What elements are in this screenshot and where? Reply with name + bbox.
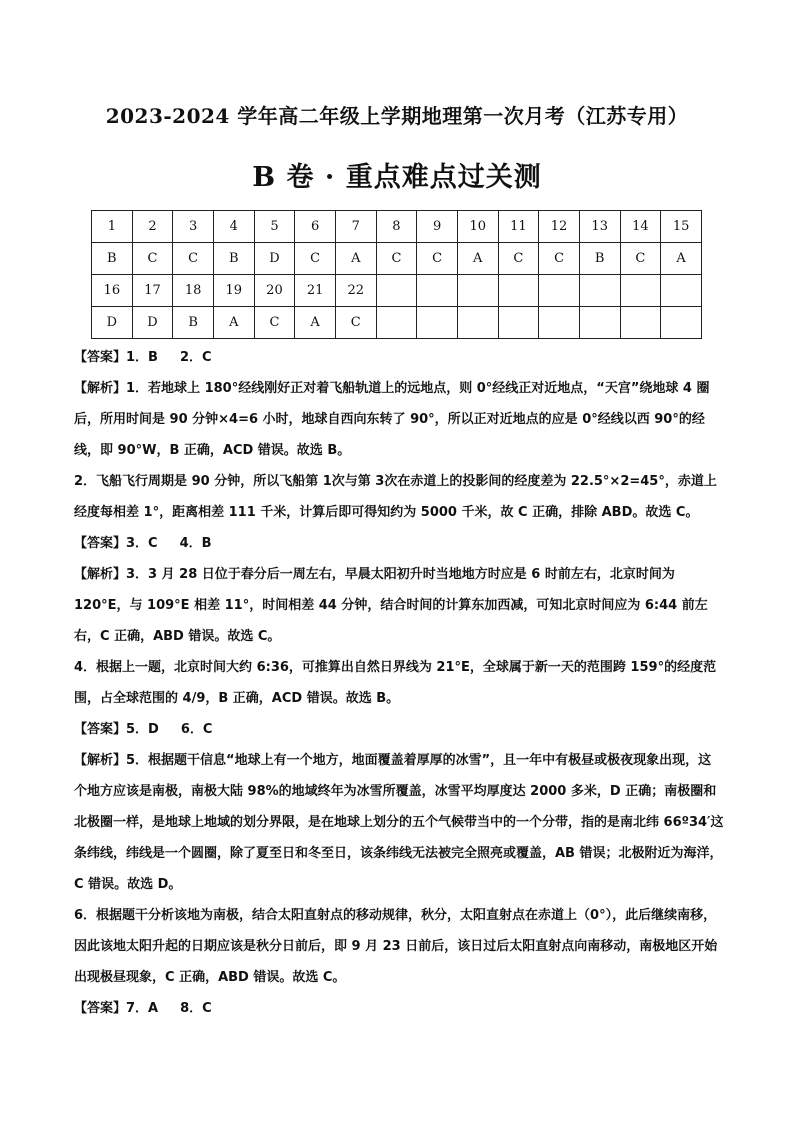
table-cell	[376, 307, 417, 339]
table-cell: 3	[173, 211, 214, 243]
table-cell: 1	[92, 211, 133, 243]
table-cell: 4	[213, 211, 254, 243]
table-cell: C	[295, 243, 336, 275]
explanation-1: 【解析】1．若地球上 180°经线刚好正对着飞船轨道上的远地点，则 0°经线正对近地点，“天宫”绕地球 4 圈后，所用时间是 90 分钟×4=6 小时，地球自西向东转了 90°，所以正对近地点的应是 0°经线以西 90°的经线，即 90°W，B 正确，ACD 错误。故选 B。	[74, 381, 710, 458]
table-cell: 7	[335, 211, 376, 243]
table-cell	[417, 275, 458, 307]
table-cell: 6	[295, 211, 336, 243]
table-cell: B	[213, 243, 254, 275]
answer-line-2: 【答案】3．C 4．B	[74, 536, 212, 551]
table-cell: 15	[661, 211, 702, 243]
table-cell: 11	[498, 211, 539, 243]
table-cell: A	[295, 307, 336, 339]
answer-line-4: 【答案】7．A 8．C	[74, 1001, 212, 1016]
table-cell	[539, 307, 580, 339]
table-cell	[539, 275, 580, 307]
explanation-2: 2．飞船飞行周期是 90 分钟，所以飞船第 1次与第 3次在赤道上的投影间的经度差为 22.5°×2=45°，赤道上经度每相差 1°，距离相差 111 千米，计算后即可得知约为 5000 千米，故 C 正确，排除 ABD。故选 C。	[74, 474, 717, 520]
table-cell	[498, 275, 539, 307]
table-cell: A	[661, 243, 702, 275]
table-cell: A	[213, 307, 254, 339]
table-cell: C	[132, 243, 173, 275]
answer-line-1: 【答案】1．B 2．C	[74, 350, 212, 365]
table-cell: 19	[213, 275, 254, 307]
table-cell: 20	[254, 275, 295, 307]
table-cell: C	[376, 243, 417, 275]
table-cell	[579, 307, 620, 339]
table-cell	[457, 275, 498, 307]
table-cell	[579, 275, 620, 307]
explanation-5: 【解析】5．根据题干信息“地球上有一个地方，地面覆盖着厚厚的冰雪”，且一年中有极昼或极夜现象出现，这个地方应该是南极，南极大陆 98%的地域终年为冰雪所覆盖，冰雪平均厚度达 2000 多米，D 正确；南极圈和北极圈一样，是地球上地域的划分界限，是在地球上划分的五个气候带当中的一个分带，指的是南北纬 66º34′这条纬线，纬线是一个圆圈，除了夏至日和冬至日，该条纬线无法被完全照亮或覆盖，AB 错误；北极附近为海洋，C 错误。故选 D。	[74, 753, 724, 892]
table-row	[92, 211, 702, 243]
table-cell: 13	[579, 211, 620, 243]
table-cell: C	[620, 243, 661, 275]
table-cell: 21	[295, 275, 336, 307]
table-cell: 8	[376, 211, 417, 243]
table-cell	[417, 307, 458, 339]
table-cell: 5	[254, 211, 295, 243]
table-cell: 18	[173, 275, 214, 307]
table-cell: 2	[132, 211, 173, 243]
table-cell: 17	[132, 275, 173, 307]
table-cell: C	[498, 243, 539, 275]
table-cell: C	[335, 307, 376, 339]
table-cell	[661, 307, 702, 339]
explanation-6: 6．根据题干分析该地为南极，结合太阳直射点的移动规律，秋分，太阳直射点在赤道上（0°），此后继续南移，因此该地太阳升起的日期应该是秋分日前后，即 9 月 23 日前后，该日过后太阳直射点向南移动，南极地区开始出现极昼现象，C 正确，ABD 错误。故选 C。	[74, 908, 718, 985]
table-cell: D	[132, 307, 173, 339]
table-cell: A	[457, 243, 498, 275]
table-cell: C	[254, 307, 295, 339]
explanation-4: 4．根据上一题，北京时间大约 6:36，可推算出自然日界线为 21°E，全球属于新一天的范围跨 159°的经度范围，占全球范围的 4/9，B 正确，ACD 错误。故选 B。	[74, 660, 717, 706]
answer-line-3: 【答案】5．D 6．C	[74, 722, 213, 737]
table-cell: 10	[457, 211, 498, 243]
table-cell: C	[173, 243, 214, 275]
table-cell: C	[417, 243, 458, 275]
table-cell: B	[173, 307, 214, 339]
table-cell: 9	[417, 211, 458, 243]
table-cell	[498, 307, 539, 339]
explanation-section	[74, 342, 724, 1024]
table-cell: 12	[539, 211, 580, 243]
table-cell	[620, 307, 661, 339]
table-cell: 16	[92, 275, 133, 307]
table-cell: D	[254, 243, 295, 275]
table-cell: A	[335, 243, 376, 275]
table-cell: B	[92, 243, 133, 275]
table-cell: B	[579, 243, 620, 275]
answer-table	[91, 210, 702, 339]
table-cell	[457, 307, 498, 339]
table-row	[92, 275, 702, 307]
table-row	[92, 307, 702, 339]
table-cell	[620, 275, 661, 307]
table-cell: 22	[335, 275, 376, 307]
explanation-3: 【解析】3．3 月 28 日位于春分后一周左右，早晨太阳初升时当地地方时应是 6 时前左右，北京时间为 120°E，与 109°E 相差 11°，时间相差 44 分钟，结合时间的计算东加西减，可知北京时间应为 6:44 前左右，C 正确，ABD 错误。故选 C。	[74, 567, 708, 644]
table-cell: C	[539, 243, 580, 275]
table-row	[92, 243, 702, 275]
table-cell: 14	[620, 211, 661, 243]
table-cell: D	[92, 307, 133, 339]
table-cell	[661, 275, 702, 307]
table-cell	[376, 275, 417, 307]
page-title: 2023-2024 学年高二年级上学期地理第一次月考（江苏专用）	[105, 104, 689, 128]
page-subtitle: B 卷 · 重点难点过关测	[252, 162, 542, 193]
